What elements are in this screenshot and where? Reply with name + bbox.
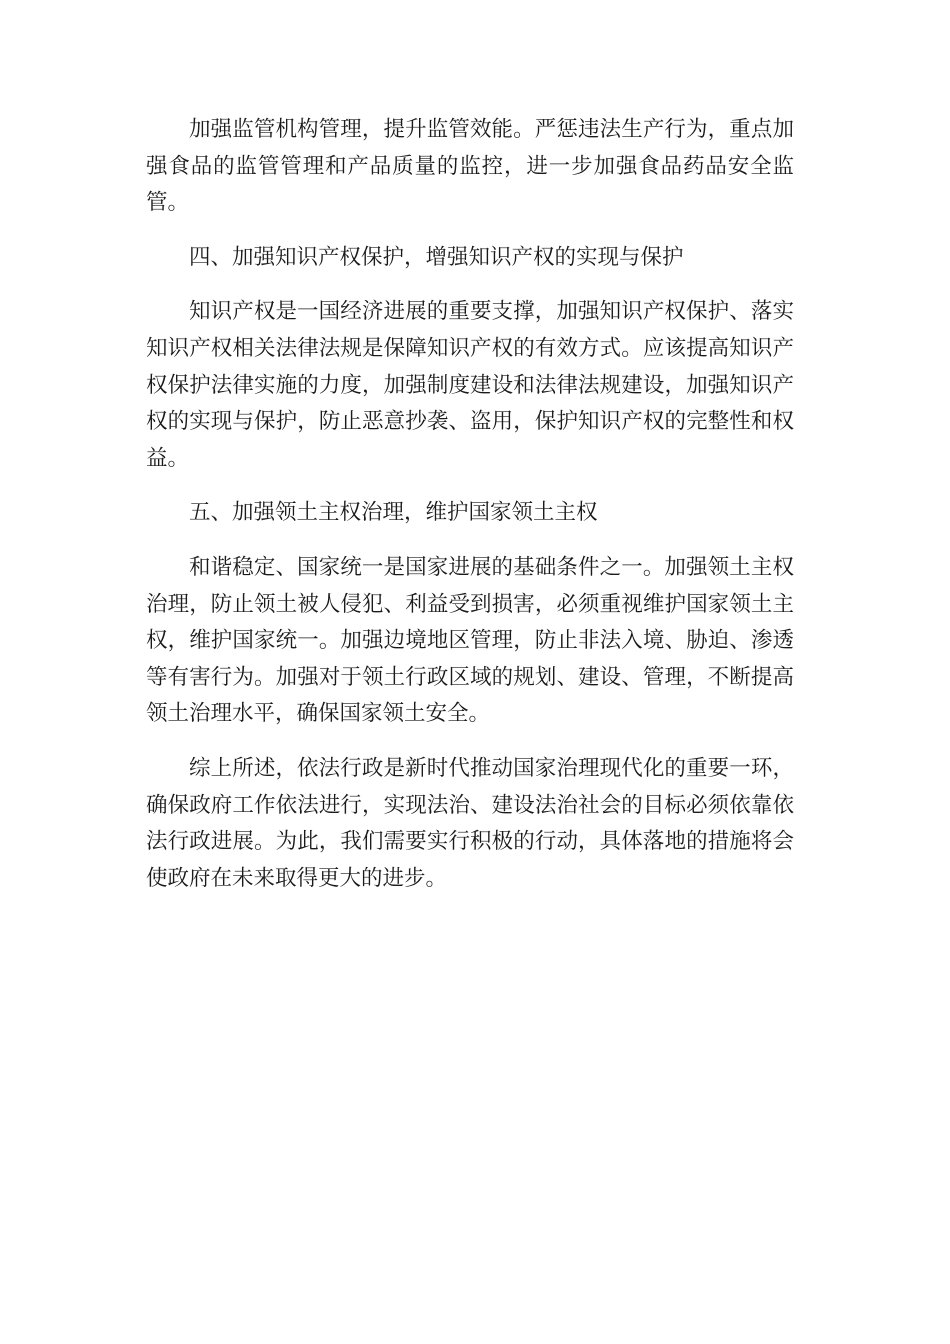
section-heading-five: 五、加强领土主权治理，维护国家领土主权 [189,500,598,526]
paragraph-intellectual-property: 知识产权是一国经济进展的重要支撑，加强知识产权保护、落实知识产权相关法律法规是保障知识产权的有效方式。应该提高知识产权保护法律实施的力度，加强制度建设和法律法规建设，加强知识产权的实现与保护，防止恶意抄袭、盗用，保护知识产权的完整性和权益。 [146,299,794,471]
document-body [146,112,794,915]
paragraph-conclusion: 综上所述，依法行政是新时代推动国家治理现代化的重要一环，确保政府工作依法进行，实现法治、建设法治社会的目标必须依靠依法行政进展。为此，我们需要实行积极的行动，具体落地的措施将会使政府在未来取得更大的进步。 [146,755,794,891]
paragraph-supervision: 加强监管机构管理，提升监管效能。严惩违法生产行为，重点加强食品的监管管理和产品质量的监控，进一步加强食品药品安全监管。 [146,117,794,216]
section-heading-four: 四、加强知识产权保护，增强知识产权的实现与保护 [189,244,684,270]
paragraph-territorial-sovereignty: 和谐稳定、国家统一是国家进展的基础条件之一。加强领土主权治理，防止领土被人侵犯、利益受到损害，必须重视维护国家领土主权，维护国家统一。加强边境地区管理，防止非法入境、胁迫、渗透等有害行为。加强对于领土行政区域的规划、建设、管理，不断提高领土治理水平，确保国家领土安全。 [146,554,794,727]
